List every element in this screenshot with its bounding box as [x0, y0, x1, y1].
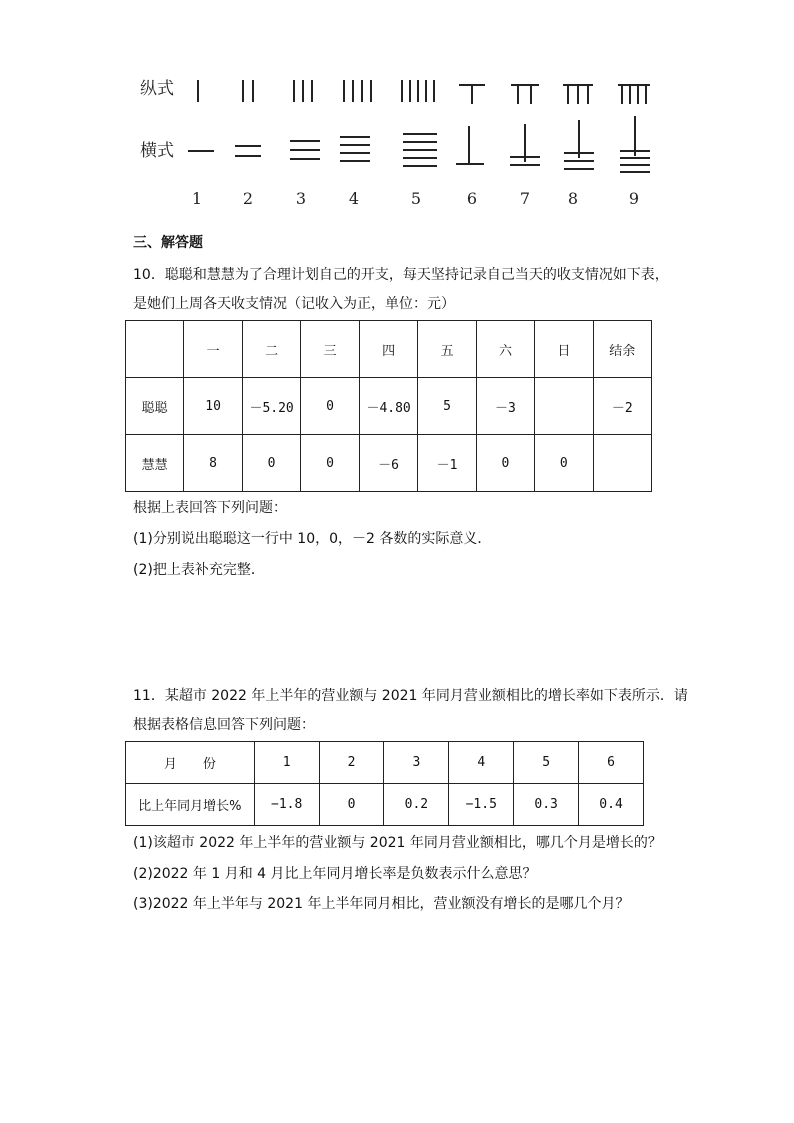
table-cell: 二: [242, 321, 301, 378]
digit-label: 2: [242, 189, 254, 208]
table-cell: －2: [593, 378, 651, 435]
table-cell: 4: [449, 742, 514, 784]
table-cell: 三: [301, 321, 359, 378]
table-cell: 六: [476, 321, 534, 378]
table-cell: 0: [476, 435, 534, 492]
q10-table: [125, 320, 652, 492]
table-cell: 比上年同月增长%: [126, 784, 255, 826]
table-cell: 慧慧: [126, 435, 184, 492]
table-cell: 日: [535, 321, 593, 378]
digit-label: 1: [191, 189, 203, 208]
table-cell: [535, 378, 593, 435]
table-cell: －1: [418, 435, 476, 492]
digit-label: 9: [628, 189, 640, 208]
table-cell: 5: [514, 742, 579, 784]
table-row: [126, 784, 644, 826]
table-header-row: [126, 321, 652, 378]
table-cell: 0: [319, 784, 384, 826]
table-cell: 8: [184, 435, 242, 492]
table-cell: 五: [418, 321, 476, 378]
table-cell: 一: [184, 321, 242, 378]
digit-label: 6: [466, 189, 478, 208]
table-cell: [593, 435, 651, 492]
digit-label: 4: [348, 189, 360, 208]
q11-sub3: (3)2022 年上半年与 2021 年上半年同月相比，营业额没有增长的是哪几个月？: [133, 896, 630, 912]
q11-sub2: (2)2022 年 1 月和 4 月比上年同月增长率是负数表示什么意思？: [133, 866, 537, 882]
table-cell: 0.4: [579, 784, 644, 826]
table-cell: 10: [184, 378, 242, 435]
vertical-form-label: 纵式: [140, 79, 174, 99]
q10-text-line2: 是她们上周各天收支情况（记收入为正，单位：元）: [133, 296, 455, 312]
table-cell: 2: [319, 742, 384, 784]
table-cell: 聪聪: [126, 378, 184, 435]
table-cell: 0.3: [514, 784, 579, 826]
table-cell: 月 份: [126, 742, 255, 784]
q10-sub2: (2)把上表补充完整．: [133, 562, 265, 578]
table-cell: 5: [418, 378, 476, 435]
table-row: [126, 378, 652, 435]
table-cell: 0: [535, 435, 593, 492]
horizontal-form-label: 横式: [140, 141, 174, 161]
digit-label: 3: [295, 189, 307, 208]
table-cell: －6: [359, 435, 418, 492]
digit-label: 5: [410, 189, 422, 208]
table-cell: 结余: [593, 321, 651, 378]
table-cell: －5.20: [242, 378, 301, 435]
table-cell: －4.80: [359, 378, 418, 435]
table-cell: −1.8: [254, 784, 319, 826]
q11-sub1: (1)该超市 2022 年上半年的营业额与 2021 年同月营业额相比，哪几个月是增长的？: [133, 835, 662, 851]
table-cell: 6: [579, 742, 644, 784]
table-cell: −1.5: [449, 784, 514, 826]
q10-sub1: (1)分别说出聪聪这一行中 10，0，－2 各数的实际意义．: [133, 531, 492, 547]
q11-text-line2: 根据表格信息回答下列问题：: [133, 717, 315, 733]
table-cell: －3: [476, 378, 534, 435]
table-cell: [126, 321, 184, 378]
table-cell: 0: [301, 378, 359, 435]
table-cell: 0: [301, 435, 359, 492]
table-cell: 1: [254, 742, 319, 784]
table-cell: 0.2: [384, 784, 449, 826]
q10-text-line1: 10．聪聪和慧慧为了合理计划自己的开支，每天坚持记录自己当天的收支情况如下表，: [133, 267, 669, 283]
table-cell: 四: [359, 321, 418, 378]
digit-label: 7: [519, 189, 531, 208]
q11-table: [125, 741, 644, 826]
table-cell: 0: [242, 435, 301, 492]
table-header-row: [126, 742, 644, 784]
q10-prompt: 根据上表回答下列问题：: [133, 500, 287, 516]
section-title: 三、解答题: [133, 235, 203, 251]
table-cell: 3: [384, 742, 449, 784]
table-row: [126, 435, 652, 492]
q11-text-line1: 11．某超市 2022 年上半年的营业额与 2021 年同月营业额相比的增长率如下表所示．请: [133, 688, 688, 704]
digit-label: 8: [567, 189, 579, 208]
